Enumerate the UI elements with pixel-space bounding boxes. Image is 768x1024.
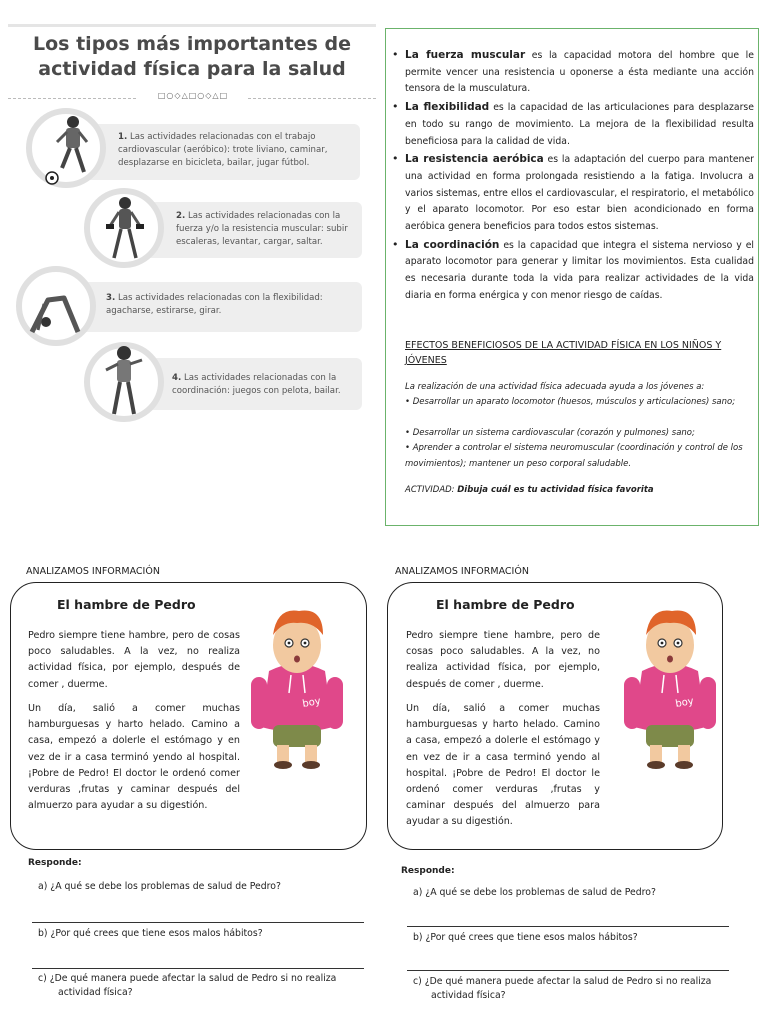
story-paragraph-2: Un día, salió a comer muchas hamburguesas y harto helado. Camino a casa, empezó a dolerle el estómago y en vez de ir a casa terminó yendo al hospital. ¡Pobre de Pedro! El doctor le ordenó comer verduras ,frutas y caminar después del almuerzo para ayudar a su digestión. — [406, 703, 600, 828]
activity-instruction: ACTIVIDAD: Dibuja cuál es tu actividad física favorita — [405, 485, 654, 495]
question-a: a) ¿A qué se debe los problemas de salud de Pedro? — [38, 881, 281, 892]
stretching-person-icon — [22, 286, 88, 338]
story-card — [10, 582, 367, 850]
story-title: El hambre de Pedro — [57, 597, 196, 612]
boy-illustration — [620, 599, 720, 769]
shirt-print: boy — [674, 695, 695, 710]
title-line-2: actividad física para la salud — [38, 58, 346, 80]
info-box — [385, 28, 759, 526]
dancer-icon — [96, 342, 154, 422]
story-title: El hambre de Pedro — [436, 597, 575, 612]
effects-point-2: • Desarrollar un sistema cardiovascular (corazón y pulmones) sano; — [405, 428, 695, 438]
answer-line-b[interactable] — [32, 968, 364, 969]
worksheet-heading: ANALIZAMOS INFORMACIÓN — [395, 566, 529, 577]
activity-item-3 — [70, 282, 362, 332]
infographic-title — [8, 32, 376, 82]
top-divider — [8, 24, 376, 27]
activity-text-1: 1. Las actividades relacionadas con el trabajo cardiovascular (aeróbico): trote liviano, caminar, desplazarse en bicicleta, bailar, jugar fútbol. — [118, 132, 328, 168]
question-b: b) ¿Por qué crees que tiene esos malos hábitos? — [413, 932, 638, 943]
worksheet-heading: ANALIZAMOS INFORMACIÓN — [26, 566, 160, 577]
answer-line-b[interactable] — [407, 970, 729, 971]
worksheet-left — [10, 560, 380, 1020]
effects-point-1: • Desarrollar un aparato locomotor (huesos, músculos y articulaciones) sano; — [405, 397, 736, 407]
weightlifter-icon — [100, 194, 150, 266]
activity-text-4: 4. Las actividades relacionadas con la coordinación: juegos con pelota, bailar. — [172, 373, 341, 396]
definition-item: • La fuerza muscular es la capacidad motora del hombre que le permite vencer una resistencia u oponerse a ésta mediante una acción tensora de la musculatura. — [392, 47, 754, 98]
activity-text-2: 2. Las actividades relacionadas con la fuerza y/o la resistencia muscular: subir escaleras, levantar, cargar, saltar. — [176, 211, 348, 247]
answer-line-a[interactable] — [32, 922, 364, 923]
definitions-list — [392, 47, 754, 306]
definition-item: • La coordinación es la capacidad que integra el sistema nervioso y el aparato locomotor para generar y limitar los movimientos. Esta cualidad es necesaria durante toda la vida para realizar actividades de la vida diaria en forma enérgica y con menor riesgo de caídas. — [392, 237, 754, 305]
question-c: c) ¿De qué manera puede afectar la salud de Pedro si no realiza actividad física? — [38, 973, 337, 998]
responde-label: Responde: — [401, 866, 455, 876]
story-paragraph-2: Un día, salió a comer muchas hamburguesas y harto helado. Camino a casa, empezó a dolerle el estómago y en vez de ir a casa terminó yendo al hospital. ¡Pobre de Pedro! El doctor le ordenó comer verduras ,frutas y caminar después del almuerzo para ayudar a su digestión. — [28, 703, 240, 812]
activity-text-3: 3. Las actividades relacionadas con la flexibilidad: agacharse, estirarse, girar. — [106, 293, 323, 316]
story-paragraph-1: Pedro siempre tiene hambre, pero de cosas poco saludables. A la vez, no realiza actividad física, por ejemplo, después de comer , duerme. — [406, 630, 600, 690]
question-a: a) ¿A qué se debe los problemas de salud de Pedro? — [413, 887, 656, 898]
effects-point-3: • Aprender a controlar el sistema neuromuscular (coordinación y control de los movimientos); mantener un peso corporal saludable. — [405, 443, 743, 469]
boy-illustration — [247, 599, 347, 769]
question-b: b) ¿Por qué crees que tiene esos malos hábitos? — [38, 928, 263, 939]
responde-label: Responde: — [28, 858, 82, 868]
answer-line-a[interactable] — [407, 926, 729, 927]
worksheet-right — [387, 560, 757, 1020]
effects-heading: EFECTOS BENEFICIOSOS DE LA ACTIVIDAD FÍSICA EN LOS NIÑOS Y JÓVENES — [405, 340, 722, 366]
activity-item-1 — [68, 124, 360, 180]
definition-item: • La resistencia aeróbica es la adaptación del cuerpo para mantener una actividad en forma prolongada resistiendo a la fatiga. Involucra a varios sistemas, entre ellos el cardiovascular, el respiratorio, el metabólico y el aparato locomotor. Por eso estar bien acondicionado en forma aeróbica genera beneficios para todos estos sistemas. — [392, 151, 754, 236]
shapes-ornament: □○◇△□○◇△□ — [138, 91, 248, 100]
effects-intro: La realización de una actividad física adecuada ayuda a los jóvenes a: — [405, 382, 705, 392]
soccer-player-icon — [40, 112, 98, 188]
title-line-1: Los tipos más importantes de — [33, 33, 351, 55]
definition-item: • La flexibilidad es la capacidad de las articulaciones para desplazarse en todo su rango de movimiento. La mejora de la flexibilidad resulta beneficiosa para la calidad de vida. — [392, 99, 754, 150]
story-paragraph-1: Pedro siempre tiene hambre, pero de cosas poco saludables. A la vez, no realiza actividad física, por ejemplo, después de comer , duerme. — [28, 630, 240, 690]
question-c: c) ¿De qué manera puede afectar la salud de Pedro si no realiza actividad física? — [413, 976, 712, 1001]
infographic — [8, 24, 376, 414]
shirt-print: boy — [301, 695, 322, 710]
story-card — [387, 582, 723, 850]
